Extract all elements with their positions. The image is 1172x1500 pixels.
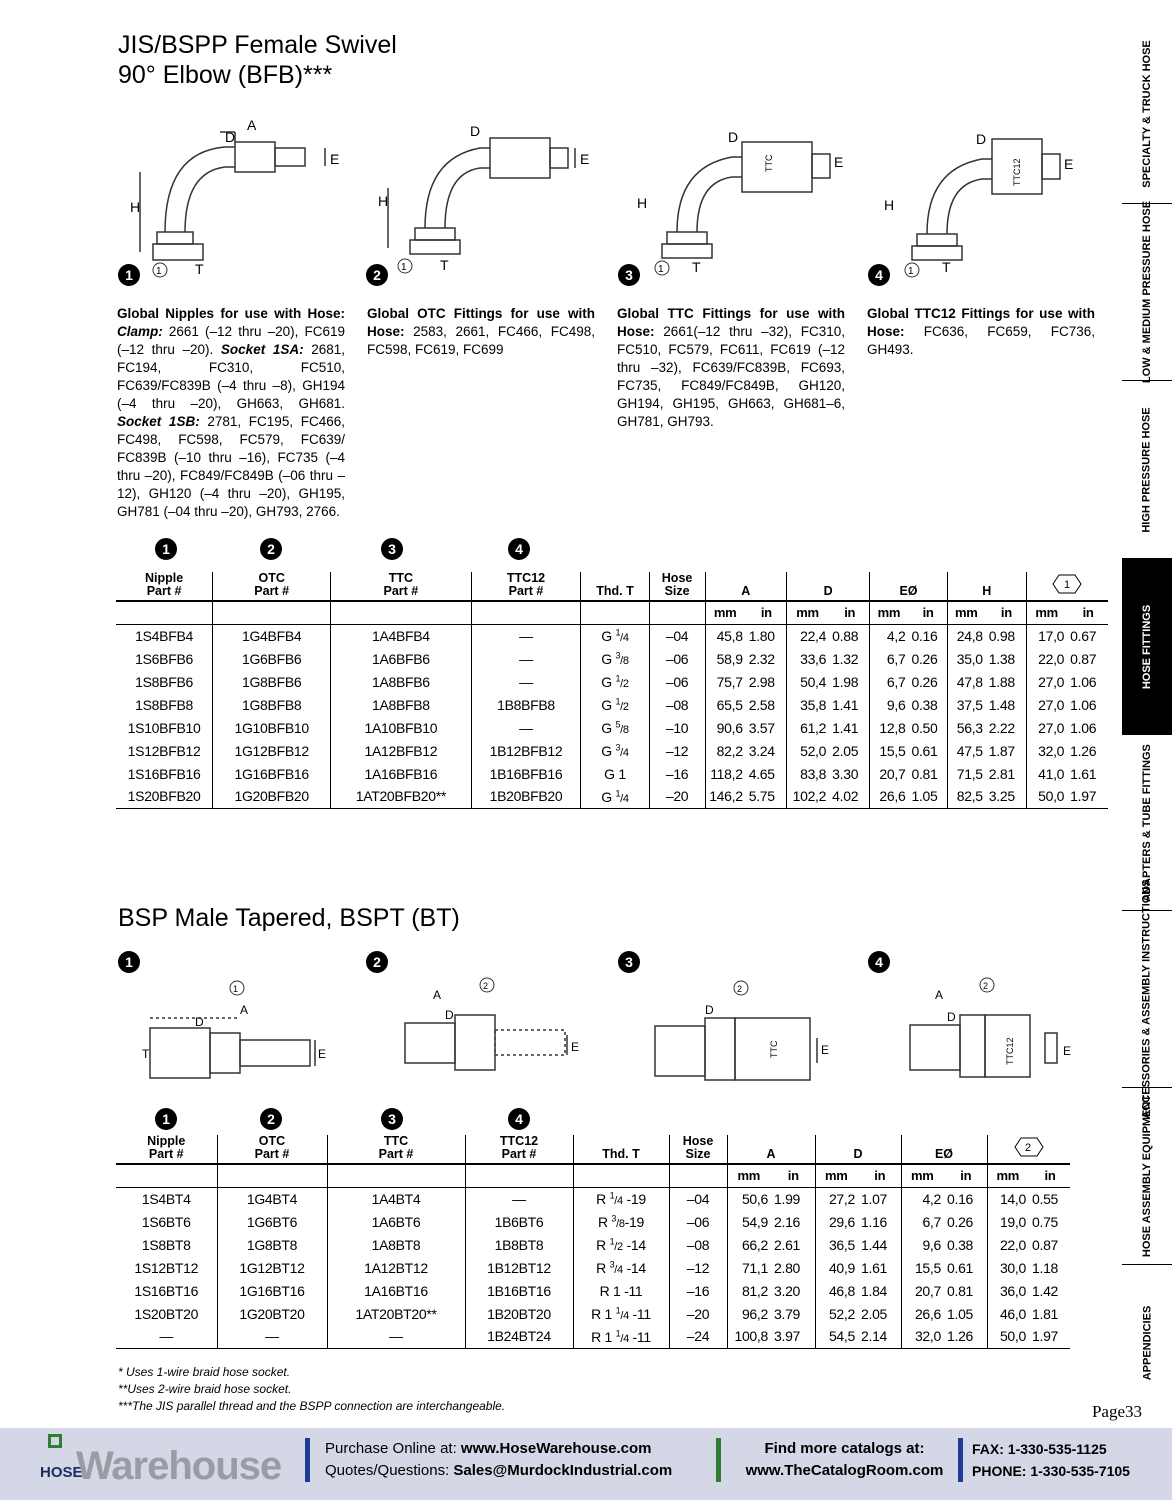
hex-icon: [1051, 573, 1083, 595]
t1-h-otc: OTC Part #: [213, 572, 331, 601]
svg-text:A: A: [433, 988, 442, 1002]
section2-title: BSP Male Tapered, BSPT (BT): [118, 904, 460, 932]
svg-text:D: D: [705, 1003, 714, 1017]
sidebar: [1122, 25, 1172, 1420]
t2-h-d: D: [815, 1135, 901, 1164]
svg-text:D: D: [947, 1010, 956, 1024]
t2-h-nipple: Nipple Part #: [116, 1135, 217, 1164]
tab-accessories[interactable]: ACCESSORIES & ASSEMBLY INSTRUCTIONS: [1122, 910, 1172, 1087]
svg-text:D: D: [976, 131, 987, 147]
t1-h-h: H: [947, 572, 1026, 601]
svg-text:1: 1: [233, 984, 239, 994]
svg-text:E: E: [834, 154, 844, 170]
svg-text:E: E: [821, 1043, 830, 1057]
t2-h-e: EØ: [901, 1135, 987, 1164]
callout-1: 1: [118, 264, 140, 286]
svg-text:E: E: [330, 151, 340, 167]
t1-h-hex: [1026, 572, 1108, 601]
t2-h-otc: OTC Part #: [217, 1135, 327, 1164]
table1-callout-1: 1: [155, 538, 177, 560]
svg-text:T: T: [142, 1047, 150, 1061]
table2-callout-1: 1: [155, 1108, 177, 1130]
svg-text:1: 1: [1064, 579, 1071, 591]
svg-text:E: E: [1064, 156, 1074, 172]
svg-text:D: D: [470, 123, 481, 139]
section1-title-line1: JIS/BSPP Female Swivel: [118, 31, 397, 59]
bt-diagram-4: [895, 975, 1095, 1080]
svg-text:D: D: [445, 1008, 454, 1022]
svg-text:T: T: [942, 259, 951, 275]
table-row: 1S4BFB4 1G4BFB4 1A4BFB4 — G $^1$/4 –04 45,8 1.80 22,4 0.88 4,2 0.16 24,8 0.98 17,0 0.67: [116, 624, 1108, 647]
footer-purchase: Purchase Online at: www.HoseWarehouse.com Quotes/Questions: Sales@MurdockIndustrial.com: [325, 1440, 673, 1479]
t1-h-e: EØ: [870, 572, 947, 601]
email-link[interactable]: Sales@MurdockIndustrial.com: [453, 1462, 673, 1479]
svg-text:T: T: [440, 257, 449, 273]
elbow-diagram-1: [125, 112, 355, 282]
svg-text:H: H: [130, 199, 141, 215]
t1-h-ttc12: TTC12 Part #: [471, 572, 581, 601]
svg-text:2: 2: [1024, 1142, 1031, 1154]
svg-text:1: 1: [908, 266, 914, 277]
svg-text:TTC12: TTC12: [1012, 158, 1022, 186]
table-row: 1S20BT20 1G20BT20 1AT20BT20** 1B20BT20 R 1 $^1$/4 -11 –20 96,2 3.79 52,2 2.05 26,6 1.05 46,0 1.81: [116, 1302, 1070, 1325]
svg-text:TTC: TTC: [769, 1040, 779, 1058]
table-bfb: Nipple Part # OTC Part # TTC Part # TTC12 Part # Thd. T Hose Size A D EØ H 1 mm in mm in mm in mm in mm in 1S4BFB4 1G4BFB4 1A4BFB4 — G $^1$/4 –04 45,8 1.80 22,4 0.88 4,2 0.16 24,8 0.98 17,0 0.67 1S6BFB6 1G6BFB6 1A6BFB6 — G $^3$/8 –06 58,9 2.32 33,6 1.32 6,7 0.26 35,0 1.38 22,0 0.87 1S8BFB6 1G8BFB6 1A8BFB6 — G $^1$/2 –06 75,7 2.98 50,4 1.98 6,7 0.26 47,8 1.88 27,0 1.06 1S8BFB8 1G8BFB8 1A8BFB8 1B8BFB8 G $^1$/2 –08 65,5 2.58 35,8 1.41 9,6 0.38 37,5 1.48 27,0 1.06 1S10BFB10 1G10BFB10 1A10BFB10 — G $^5$/8 –10 90,6 3.57 61,2 1.41 12,8 0.50 56,3 2.22 27,0 1.06 1S12BFB12 1G12BFB12 1A12BFB12 1B12BFB12 G $^3$/4 –12 82,2 3.24 52,0 2.05 15,5 0.61 47,5 1.87 32,0 1.26 1S16BFB16 1G16BFB16 1A16BFB16 1B16BFB16 G 1 –16 118,2 4.65 83,8 3.30 20,7 0.81 71,5 2.81 41,0 1.61 1S20BFB20 1G20BFB20 1AT20BFB20** 1B20BFB20 G $^1$/4 –20 146,2 5.75 102,2 4.02 26,6 1.05 82,5 3.25 50,0 1.97: [116, 572, 1108, 809]
svg-text:E: E: [1063, 1044, 1072, 1058]
t2-h-ttc: TTC Part #: [327, 1135, 465, 1164]
bt-diagram-1: [140, 978, 340, 1083]
t1-h-hose: Hose Size: [649, 572, 705, 601]
footer-contact: FAX: 1-330-535-1125 PHONE: 1-330-535-7105: [972, 1441, 1130, 1479]
footnote-1: * Uses 1-wire braid hose socket.: [118, 1365, 291, 1379]
svg-text:T: T: [692, 259, 701, 275]
table-row: 1S8BFB8 1G8BFB8 1A8BFB8 1B8BFB8 G $^1$/2 –08 65,5 2.58 35,8 1.41 9,6 0.38 37,5 1.48 27,0 1.06: [116, 693, 1108, 716]
table1-callout-3: 3: [381, 538, 403, 560]
desc-otc: Global OTC Fittings for use with Hose: 2583, 2661, FC466, FC498, FC598, FC619, FC699: [367, 306, 595, 357]
svg-text:E: E: [318, 1047, 327, 1061]
t2-h-a: A: [727, 1135, 815, 1164]
svg-text:A: A: [240, 1003, 249, 1017]
table1-callout-4: 4: [508, 538, 530, 560]
elbow-diagram-3: [622, 122, 852, 282]
svg-text:D: D: [225, 129, 236, 145]
page-number: Page33: [1091, 1402, 1142, 1421]
svg-text:H: H: [884, 197, 895, 213]
t1-h-a: A: [705, 572, 786, 601]
table-row: 1S6BFB6 1G6BFB6 1A6BFB6 — G $^3$/8 –06 58,9 2.32 33,6 1.32 6,7 0.26 35,0 1.38 22,0 0.87: [116, 647, 1108, 670]
t2-h-thd: Thd. T: [573, 1135, 669, 1164]
section1-title: [118, 30, 397, 90]
table2-callout-3: 3: [381, 1108, 403, 1130]
table-row: 1S12BFB12 1G12BFB12 1A12BFB12 1B12BFB12 G $^3$/4 –12 82,2 3.24 52,0 2.05 15,5 0.61 47,5 1.87 32,0 1.26: [116, 739, 1108, 762]
table-row: 1S10BFB10 1G10BFB10 1A10BFB10 — G $^5$/8 –10 90,6 3.57 61,2 1.41 12,8 0.50 56,3 2.22 27,0 1.06: [116, 716, 1108, 739]
svg-text:TTC12: TTC12: [1005, 1037, 1015, 1065]
elbow-diagram-2: [370, 118, 600, 278]
svg-text:H: H: [378, 193, 389, 209]
t1-h-thd: Thd. T: [581, 572, 649, 601]
callout-4: 4: [868, 264, 890, 286]
svg-text:T: T: [195, 261, 204, 277]
desc-nipples: Global Nipples for use with Hose: Clamp: 2661 (–12 thru –20), FC619 (–12 thru –20). Socket 1SA: 2681, FC194, FC310, FC510, FC639/FC839B (–4 thru –8), GH194 (–4 thru –20), GH663, GH681. Socket 1SB: 2781, FC195, FC466, FC498, FC598, FC579, FC639/ FC839B (–10 thru –16), FC735 (–4 thru –20), FC849/FC849B (–06 thru –12), GH120 (–4 thru –20), GH195, GH781 (–04 thru –20), GH793, 2766.: [117, 306, 346, 519]
table-row: 1S20BFB20 1G20BFB20 1AT20BFB20** 1B20BFB20 G $^1$/4 –20 146,2 5.75 102,2 4.02 26,6 1.05 82,5 3.25 50,0 1.97: [116, 785, 1108, 808]
t2-h-hex: [987, 1135, 1070, 1164]
svg-text:D: D: [195, 1015, 204, 1029]
t2-h-hose: Hose Size: [669, 1135, 727, 1164]
catalog-link[interactable]: www.TheCatalogRoom.com: [745, 1462, 944, 1479]
t1-h-nipple: Nipple Part #: [116, 572, 213, 601]
tab-appendicies[interactable]: APPENDICIES: [1122, 1264, 1172, 1420]
callout-2: 2: [366, 264, 388, 286]
svg-text:D: D: [728, 129, 739, 145]
svg-text:1: 1: [658, 264, 664, 275]
svg-text:2: 2: [983, 981, 989, 991]
table-row: 1S12BT12 1G12BT12 1A12BT12 1B12BT12 R $^3$/4 -14 –12 71,1 2.80 40,9 1.61 15,5 0.61 30,0 1.18: [116, 1256, 1070, 1279]
footer-catalogs: Find more catalogs at: www.TheCatalogRoom.com: [742, 1438, 947, 1482]
s2-callout-2: 2: [366, 951, 388, 973]
s2-callout-1: 1: [118, 951, 140, 973]
svg-text:1: 1: [156, 266, 162, 277]
table-row: 1S16BFB16 1G16BFB16 1A16BFB16 1B16BFB16 G 1 –16 118,2 4.65 83,8 3.30 20,7 0.81 71,5 2.81 41,0 1.61: [116, 762, 1108, 785]
table-row: 1S6BT6 1G6BT6 1A6BT6 1B6BT6 R $^3$/8-19 –06 54,9 2.16 29,6 1.16 6,7 0.26 19,0 0.75: [116, 1210, 1070, 1233]
table1-callout-2: 2: [260, 538, 282, 560]
callout-3: 3: [618, 264, 640, 286]
svg-text:E: E: [571, 1040, 580, 1054]
footer: HOSE Warehouse Purchase Online at: www.HoseWarehouse.com Quotes/Questions: Sales@MurdockIndustrial.com Find more catalogs at: www.TheCatalogRoom.com FAX: 1-330-535-1125 PHONE: 1-330-535-7105: [0, 1428, 1172, 1500]
table-bt: Nipple Part # OTC Part # TTC Part # TTC12 Part # Thd. T Hose Size A D EØ 2 mm in mm in mm in mm in 1S4BT4 1G4BT4 1A4BT4 — R $^1$/4 -19 –04 50,6 1.99 27,2 1.07 4,2 0.16 14,0 0.55 1S6BT6 1G6BT6 1A6BT6 1B6BT6 R $^3$/8-19 –06 54,9 2.16 29,6 1.16 6,7 0.26 19,0 0.75 1S8BT8 1G8BT8 1A8BT8 1B8BT8 R $^1$/2 -14 –08 66,2 2.61 36,5 1.44 9,6 0.38 22,0 0.87 1S12BT12 1G12BT12 1A12BT12 1B12BT12 R $^3$/4 -14 –12 71,1 2.80 40,9 1.61 15,5 0.61 30,0 1.18 1S16BT16 1G16BT16 1A16BT16 1B16BT16 R 1 -11 –16 81,2 3.20 46,8 1.84 20,7 0.81 36,0 1.42 1S20BT20 1G20BT20 1AT20BT20** 1B20BT20 R 1 $^1$/4 -11 –20 96,2 3.79 52,2 2.05 26,6 1.05 46,0 1.81 — — — 1B24BT24 R 1 $^1$/4 -11 –24 100,8 3.97 54,5 2.14 32,0 1.26 50,0 1.97: [116, 1135, 1070, 1349]
table-row: 1S4BT4 1G4BT4 1A4BT4 — R $^1$/4 -19 –04 50,6 1.99 27,2 1.07 4,2 0.16 14,0 0.55: [116, 1187, 1070, 1210]
table-row: 1S16BT16 1G16BT16 1A16BT16 1B16BT16 R 1 -11 –16 81,2 3.20 46,8 1.84 20,7 0.81 36,0 1.42: [116, 1279, 1070, 1302]
t1-h-d: D: [786, 572, 869, 601]
section1-title-line2: 90° Elbow (BFB)***: [118, 61, 333, 89]
t1-h-ttc: TTC Part #: [331, 572, 471, 601]
svg-text:1: 1: [401, 262, 407, 273]
tab-adapters[interactable]: ADAPTERS & TUBE FITTINGS: [1122, 734, 1172, 910]
bt-diagram-2: [395, 975, 595, 1080]
svg-text:A: A: [247, 117, 257, 133]
tab-assembly-equipment[interactable]: HOSE ASSEMBLY EQUIPMENT: [1122, 1087, 1172, 1264]
desc-ttc: Global TTC Fittings for use with Hose: 2661(–12 thru –32), FC310, FC510, FC579, FC611, FC619 (–12 thru –32), FC639/FC839B, FC693, FC735, FC849/FC849B, GH120, GH194, GH195, GH663, GH681–6, GH781, GH793.: [617, 306, 845, 429]
tab-low-medium[interactable]: LOW & MEDIUM PRESSURE HOSE: [1122, 203, 1172, 380]
elbow-diagram-4: [872, 124, 1092, 284]
svg-text:E: E: [580, 151, 590, 167]
svg-text:A: A: [935, 988, 944, 1002]
svg-text:2: 2: [737, 984, 743, 994]
tab-hose-fittings[interactable]: HOSE FITTINGS: [1122, 558, 1172, 734]
svg-text:H: H: [637, 195, 648, 211]
tab-specialty[interactable]: SPECIALTY & TRUCK HOSE: [1141, 40, 1153, 188]
tab-high-pressure[interactable]: HIGH PRESSURE HOSE: [1122, 380, 1172, 558]
table2-callout-2: 2: [260, 1108, 282, 1130]
desc-ttc12: Global TTC12 Fittings for use with Hose: FC636, FC659, FC736, GH493.: [867, 306, 1095, 357]
table2-callout-4: 4: [508, 1108, 530, 1130]
table-row: — — — 1B24BT24 R 1 $^1$/4 -11 –24 100,8 3.97 54,5 2.14 32,0 1.26 50,0 1.97: [116, 1325, 1070, 1348]
logo-square-icon: [48, 1434, 62, 1448]
footnote-3: ***The JIS parallel thread and the BSPP connection are interchangeable.: [118, 1399, 506, 1413]
t2-h-ttc12: TTC12 Part #: [465, 1135, 573, 1164]
svg-text:TTC: TTC: [764, 154, 774, 172]
svg-text:2: 2: [483, 981, 489, 991]
s2-callout-3: 3: [618, 951, 640, 973]
bt-diagram-3: [645, 978, 845, 1083]
hex-icon: [1013, 1136, 1045, 1158]
s2-callout-4: 4: [868, 951, 890, 973]
table-row: 1S8BFB6 1G8BFB6 1A8BFB6 — G $^1$/2 –06 75,7 2.98 50,4 1.98 6,7 0.26 47,8 1.88 27,0 1.06: [116, 670, 1108, 693]
footnote-2: **Uses 2-wire braid hose socket.: [118, 1382, 292, 1396]
website-link[interactable]: www.HoseWarehouse.com: [460, 1440, 652, 1457]
footnotes: [118, 1364, 505, 1415]
table-row: 1S8BT8 1G8BT8 1A8BT8 1B8BT8 R $^1$/2 -14 –08 66,2 2.61 36,5 1.44 9,6 0.38 22,0 0.87: [116, 1233, 1070, 1256]
